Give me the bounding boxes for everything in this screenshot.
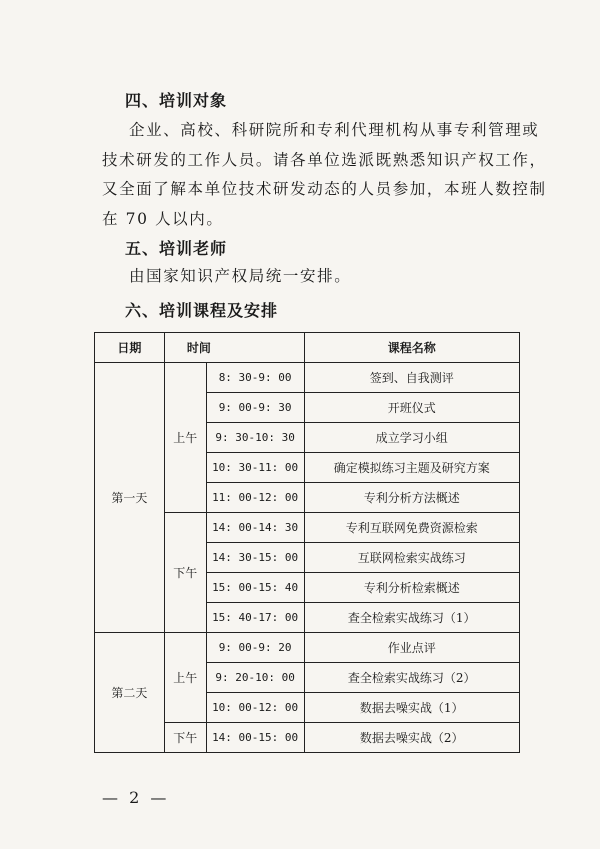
course-cell: 签到、自我测评 (304, 363, 520, 393)
table-row (95, 633, 520, 663)
page-number: — 2 — (102, 788, 170, 807)
table-row (95, 363, 520, 393)
section-6-heading: 六、培训课程及安排 (125, 301, 279, 320)
day-cell: 第一天 (95, 363, 165, 633)
time-cell: 11: 00-12: 00 (206, 483, 304, 513)
course-cell: 专利分析方法概述 (304, 483, 520, 513)
section-5-line: 由国家知识产权局统一安排。 (129, 267, 352, 285)
time-cell: 15: 00-15: 40 (206, 573, 304, 603)
header-date: 日期 (95, 333, 165, 363)
header-course: 课程名称 (304, 333, 520, 363)
section-4-heading: 四、培训对象 (125, 91, 228, 110)
course-cell: 专利分析检索概述 (304, 573, 520, 603)
course-cell: 专利互联网免费资源检索 (304, 513, 520, 543)
course-cell: 确定模拟练习主题及研究方案 (304, 453, 520, 483)
section-4-line-4: 在 70 人以内。 (102, 209, 224, 228)
time-cell: 14: 00-14: 30 (206, 513, 304, 543)
time-cell: 10: 30-11: 00 (206, 453, 304, 483)
time-cell: 15: 40-17: 00 (206, 603, 304, 633)
section-4-line-2: 技术研发的工作人员。请各单位选派既熟悉知识产权工作， (102, 150, 547, 169)
course-cell: 查全检索实战练习（1） (304, 603, 520, 633)
time-cell: 14: 30-15: 00 (206, 543, 304, 573)
time-cell: 10: 00-12: 00 (206, 693, 304, 723)
course-cell: 成立学习小组 (304, 423, 520, 453)
course-cell: 开班仪式 (304, 393, 520, 423)
course-cell: 数据去噪实战（1） (304, 693, 520, 723)
course-cell: 数据去噪实战（2） (304, 723, 520, 753)
table-header-row (95, 333, 520, 363)
header-time: 时间 (164, 333, 304, 363)
section-4-line-3: 又全面了解本单位技术研发动态的人员参加，本班人数控制 (102, 180, 547, 198)
course-cell: 互联网检索实战练习 (304, 543, 520, 573)
time-cell: 14: 00-15: 00 (206, 723, 304, 753)
time-cell: 8: 30-9: 00 (206, 363, 304, 393)
section-5-paragraph (102, 262, 522, 292)
half-day-cell: 下午 (164, 513, 206, 633)
section-4-line-1: 企业、高校、科研院所和专利代理机构从事专利管理或 (129, 121, 540, 139)
time-cell: 9: 00-9: 30 (206, 393, 304, 423)
time-cell: 9: 30-10: 30 (206, 423, 304, 453)
course-cell: 查全检索实战练习（2） (304, 663, 520, 693)
time-cell: 9: 20-10: 00 (206, 663, 304, 693)
section-5-heading: 五、培训老师 (125, 239, 228, 258)
half-day-cell: 下午 (164, 723, 206, 753)
schedule-table (94, 332, 520, 753)
half-day-cell: 上午 (164, 363, 206, 513)
section-4-paragraph (102, 116, 547, 234)
day-cell: 第二天 (95, 633, 165, 753)
time-cell: 9: 00-9: 20 (206, 633, 304, 663)
course-cell: 作业点评 (304, 633, 520, 663)
half-day-cell: 上午 (164, 633, 206, 723)
